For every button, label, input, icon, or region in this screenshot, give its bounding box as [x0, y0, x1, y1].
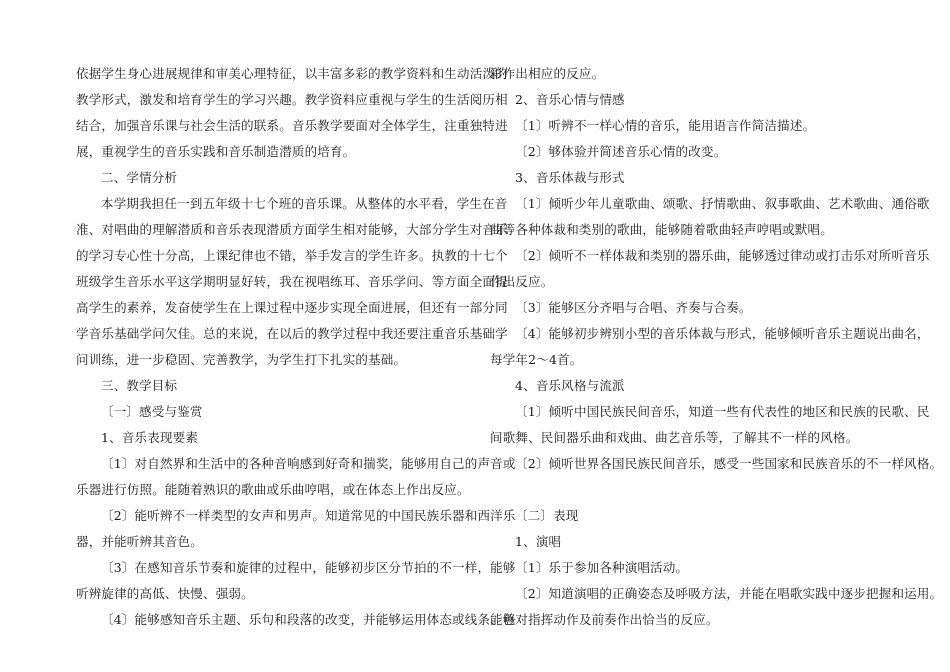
text-line: 彩作出相应的反应。: [490, 66, 605, 81]
text-line: 作出反应。: [490, 274, 554, 289]
text-line: 〔二〕表现: [515, 508, 579, 523]
text-line: 教学形式，激发和培育学生的学习兴趣。教学资料应重视与学生的生活阅历相: [76, 92, 508, 107]
text-line: 〔4〕能够初步辨别小型的音乐体裁与形式，能够倾听音乐主题说出曲名，: [515, 326, 930, 341]
text-line: 每学年2～4首。: [490, 352, 583, 367]
text-line: 本学期我担任一到五年级十七个班的音乐课。从整体的水平看，学生在音: [101, 196, 508, 211]
text-line: 班级学生音乐水平这学期明显好转，我在视唱练耳、音乐学问、等方面全面提: [76, 274, 508, 289]
text-line: 三、教学目标: [101, 378, 178, 393]
text-line: 〔2〕知道演唱的正确姿态及呼吸方法，并能在唱歌实践中逐步把握和运用。: [515, 586, 943, 601]
text-line: 展，重视学生的音乐实践和音乐制造潜质的培育。: [76, 144, 356, 159]
left-text-column: [76, 61, 516, 633]
text-line: 〔2〕倾听世界各国民族民间音乐，感受一些国家和民族音乐的不一样风格。: [515, 456, 943, 471]
text-line: 4、音乐风格与流派: [515, 378, 625, 393]
text-line: [490, 477, 880, 503]
text-line: 〔2〕倾听不一样体裁和类别的器乐曲，能够透过律动或打击乐对所听音乐: [515, 248, 930, 263]
text-line: 器，并能听辨其音色。: [76, 534, 204, 549]
text-line: 〔1〕对自然界和生活中的各种音响感到好奇和揣奖，能够用自己的声音或: [101, 456, 516, 471]
text-line: 〔一〕感受与鉴赏: [101, 404, 203, 419]
text-line: 曲等各种体裁和类别的歌曲，能够随着歌曲轻声哼唱或默唱。: [490, 222, 833, 237]
text-line: 听辨旋律的高低、快慢、强弱。: [76, 586, 254, 601]
text-line: 问训练，进一步稳固、完善教学，为学生打下扎实的基础。: [76, 352, 407, 367]
text-line: 准、对唱曲的理解潜质和音乐表现潜质方面学生相对能够，大部分学生对音乐: [76, 222, 508, 237]
text-line: 〔4〕能够感知音乐主题、乐句和段落的改变，并能够运用体态或线条、色: [101, 612, 516, 627]
text-line: 2、音乐心情与情感: [515, 92, 625, 107]
text-line: 〔1〕听辨不一样心情的音乐，能用语言作简洁描述。: [515, 118, 816, 133]
text-line: 〔2〕能听辨不一样类型的女声和男声。知道常见的中国民族乐器和西洋乐: [101, 508, 516, 523]
text-line: 高学生的素养，发奋使学生在上课过程中逐步实现全面进展，但还有一部分同: [76, 300, 508, 315]
text-line: 〔1〕倾听少年儿童歌曲、颂歌、抒情歌曲、叙事歌曲、艺术歌曲、通俗歌: [515, 196, 930, 211]
text-line: 1、音乐表现要素: [101, 430, 199, 445]
text-line: 〔2〕够体验并简述音乐心情的改变。: [515, 144, 727, 159]
text-line: 1、演唱: [515, 534, 562, 549]
text-line: 〔1〕倾听中国民族民间音乐，知道一些有代表性的地区和民族的民歌、民: [515, 404, 930, 419]
text-line: 乐器进行仿照。能随着熟识的歌曲或乐曲哼唱，或在体态上作出反应。: [76, 482, 470, 497]
text-line: 能够对指挥动作及前奏作出恰当的反应。: [490, 612, 719, 627]
text-line: 的学习专心性十分高，上课纪律也不错，举手发言的学生许多。执教的十七个: [76, 248, 508, 263]
text-line: 〔3〕能够区分齐唱与合唱、齐奏与合奏。: [515, 300, 752, 315]
text-line: 间歌舞、民间器乐曲和戏曲、曲艺音乐等，了解其不一样的风格。: [490, 430, 859, 445]
right-text-column: [490, 61, 943, 633]
text-line: 3、音乐体裁与形式: [515, 170, 625, 185]
text-line: 〔1〕乐于参加各种演唱活动。: [515, 560, 689, 575]
text-line: 学音乐基础学问欠佳。总的来说，在以后的教学过程中我还要注重音乐基础学: [76, 326, 508, 341]
text-line: 二、学情分析: [101, 170, 178, 185]
text-line: 结合，加强音乐课与社会生活的联系。音乐教学要面对全体学生，注重独特进: [76, 118, 508, 133]
text-line: 〔3〕在感知音乐节奏和旋律的过程中，能够初步区分节拍的不一样，能够: [101, 560, 516, 575]
text-line: 依据学生身心进展规律和审美心理特征，以丰富多彩的教学资料和生动活泼的: [76, 66, 508, 81]
